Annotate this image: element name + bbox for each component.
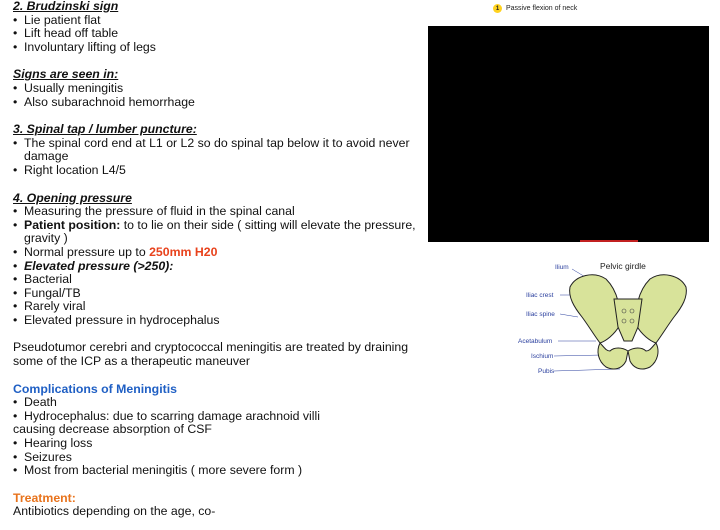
list-item: • Lift head off table — [13, 26, 119, 41]
label-acetabulum: Acetabulum — [518, 338, 553, 345]
heading-opening-pressure: 4. Opening pressure — [13, 190, 132, 205]
list-item: • Hearing loss — [13, 436, 93, 451]
label-iliac-crest: Iliac crest — [526, 292, 554, 299]
caption-number-badge: 1 — [493, 4, 502, 13]
pelvis-figure-title: Pelvic girdle — [600, 261, 646, 271]
pelvis-bone-icon — [510, 255, 710, 385]
list-item: • Involuntary lifting of legs — [13, 39, 156, 54]
label-ischium: Ischium — [531, 353, 554, 360]
pseudotumor-paragraph: Pseudotumor cerebri and cryptococcal meningitis are treated by draining some of the ICP as a therapeutic maneuver — [13, 340, 409, 369]
list-item: • Also subarachnoid hemorrhage — [13, 94, 195, 109]
list-item: • Seizures — [13, 449, 72, 464]
list-item: • Lie patient flat — [13, 12, 101, 27]
list-item: • Most from bacterial meningitis ( more severe form ) — [13, 463, 303, 478]
list-item: • Elevated pressure in hydrocephalus — [13, 312, 220, 327]
list-item: • Hydrocephalus: due to scarring damage arachnoid villi — [13, 408, 320, 423]
video-player[interactable] — [428, 26, 709, 242]
pelvis-figure — [510, 255, 710, 385]
list-item: • Rarely viral — [13, 299, 86, 314]
continuation-text: causing decrease absorption of CSF — [13, 422, 212, 437]
label-ilium: Ilium — [555, 264, 569, 271]
list-item: • Normal pressure up to 250mm H20 — [13, 244, 218, 259]
heading-treatment: Treatment: — [13, 490, 76, 505]
list-item: • Measuring the pressure of fluid in the spinal canal — [13, 204, 295, 219]
heading-spinal-tap: 3. Spinal tap / lumber puncture: — [13, 122, 197, 137]
list-item: • Right location L4/5 — [13, 162, 126, 177]
list-item: • The spinal cord end at L1 or L2 so do spinal tap below it to avoid never damage — [13, 135, 410, 164]
list-item: • Bacterial — [13, 272, 72, 287]
normal-pressure-value: 250mm H20 — [149, 244, 218, 259]
heading-complications: Complications of Meningitis — [13, 381, 177, 396]
list-item: • Usually meningitis — [13, 80, 124, 95]
list-item: • Death — [13, 395, 57, 410]
figure-caption — [493, 4, 577, 13]
video-progress-bar[interactable] — [580, 240, 638, 242]
label-iliac-spine: Iliac spine — [526, 311, 555, 318]
list-item: • Fungal/TB — [13, 285, 81, 300]
notes-column — [13, 0, 423, 519]
caption-text: Passive flexion of neck — [506, 5, 578, 12]
heading-brudzinski: 2. Brudzinski sign — [13, 0, 119, 13]
treatment-text: Antibiotics depending on the age, co- — [13, 504, 216, 519]
heading-signs-seen: Signs are seen in: — [13, 67, 119, 82]
label-pubis: Pubis — [538, 368, 555, 375]
list-item: • Elevated pressure (>250): — [13, 258, 174, 273]
list-item: • Patient position: to to lie on their side ( sitting will elevate the pressure, gravity ) — [13, 217, 416, 246]
